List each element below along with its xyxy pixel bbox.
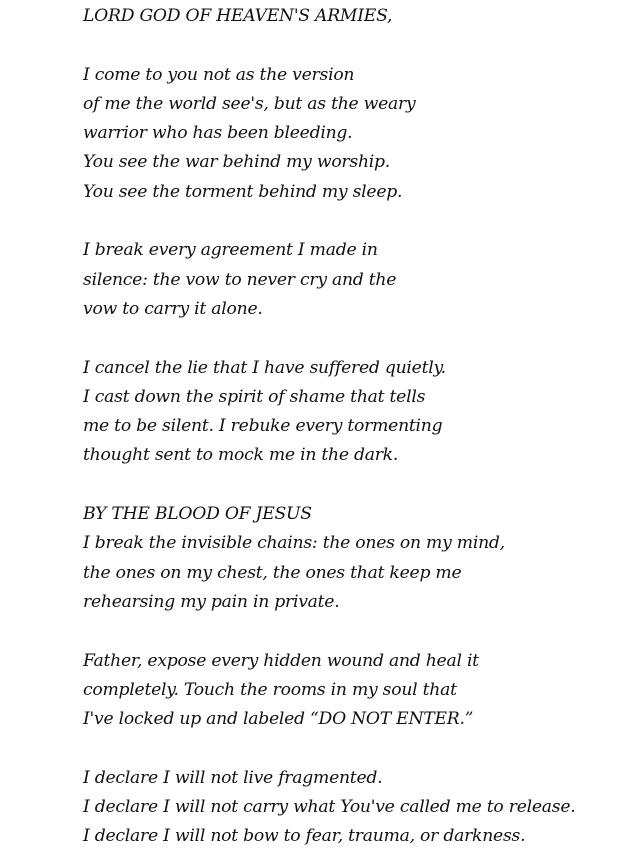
prayer-document bbox=[83, 0, 638, 852]
text-line: silence: the vow to never cry and the bbox=[83, 269, 397, 290]
text-line: completely. Touch the rooms in my soul that bbox=[83, 679, 457, 700]
stanza-gap bbox=[83, 734, 638, 763]
stanza-6 bbox=[83, 764, 638, 852]
text-line: I come to you not as the version bbox=[83, 64, 355, 85]
stanza-3 bbox=[83, 354, 638, 471]
text-line: rehearsing my pain in private. bbox=[83, 591, 340, 612]
stanza-1 bbox=[83, 61, 638, 207]
stanza-2 bbox=[83, 236, 638, 324]
text-line: of me the world see's, but as the weary bbox=[83, 93, 416, 114]
text-line: thought sent to mock me in the dark. bbox=[83, 445, 399, 466]
stanza-4 bbox=[83, 500, 638, 617]
text-line: You see the war behind my worship. bbox=[83, 152, 390, 173]
text-line: warrior who has been bleeding. bbox=[83, 123, 353, 144]
stanza-heading: BY THE BLOOD OF JESUS bbox=[83, 504, 312, 525]
text-line: You see the torment behind my sleep. bbox=[83, 181, 403, 202]
text-line: I declare I will not carry what You've called me to release. bbox=[83, 797, 576, 818]
text-line: I cancel the lie that I have suffered quietly. bbox=[83, 357, 446, 378]
prayer-title: LORD GOD OF HEAVEN'S ARMIES, bbox=[83, 6, 393, 26]
text-line: me to be silent. I rebuke every tormenting bbox=[83, 416, 443, 437]
stanza-gap bbox=[83, 471, 638, 500]
text-line: vow to carry it alone. bbox=[83, 298, 263, 319]
stanza-gap bbox=[83, 324, 638, 353]
stanza-gap bbox=[83, 31, 638, 60]
text-line: I break the invisible chains: the ones on my mind, bbox=[83, 533, 505, 554]
stanza-5 bbox=[83, 647, 638, 735]
stanza-gap bbox=[83, 207, 638, 236]
text-line: Father, expose every hidden wound and heal it bbox=[83, 650, 479, 671]
text-line: I've locked up and labeled “DO NOT ENTER.” bbox=[83, 709, 474, 730]
text-line: I declare I will not live fragmented. bbox=[83, 767, 383, 788]
text-line: the ones on my chest, the ones that keep me bbox=[83, 562, 462, 583]
text-line: I cast down the spirit of shame that tells bbox=[83, 386, 426, 407]
text-line: I declare I will not bow to fear, trauma, or darkness. bbox=[83, 826, 526, 847]
stanza-gap bbox=[83, 617, 638, 646]
text-line: I break every agreement I made in bbox=[83, 240, 378, 261]
